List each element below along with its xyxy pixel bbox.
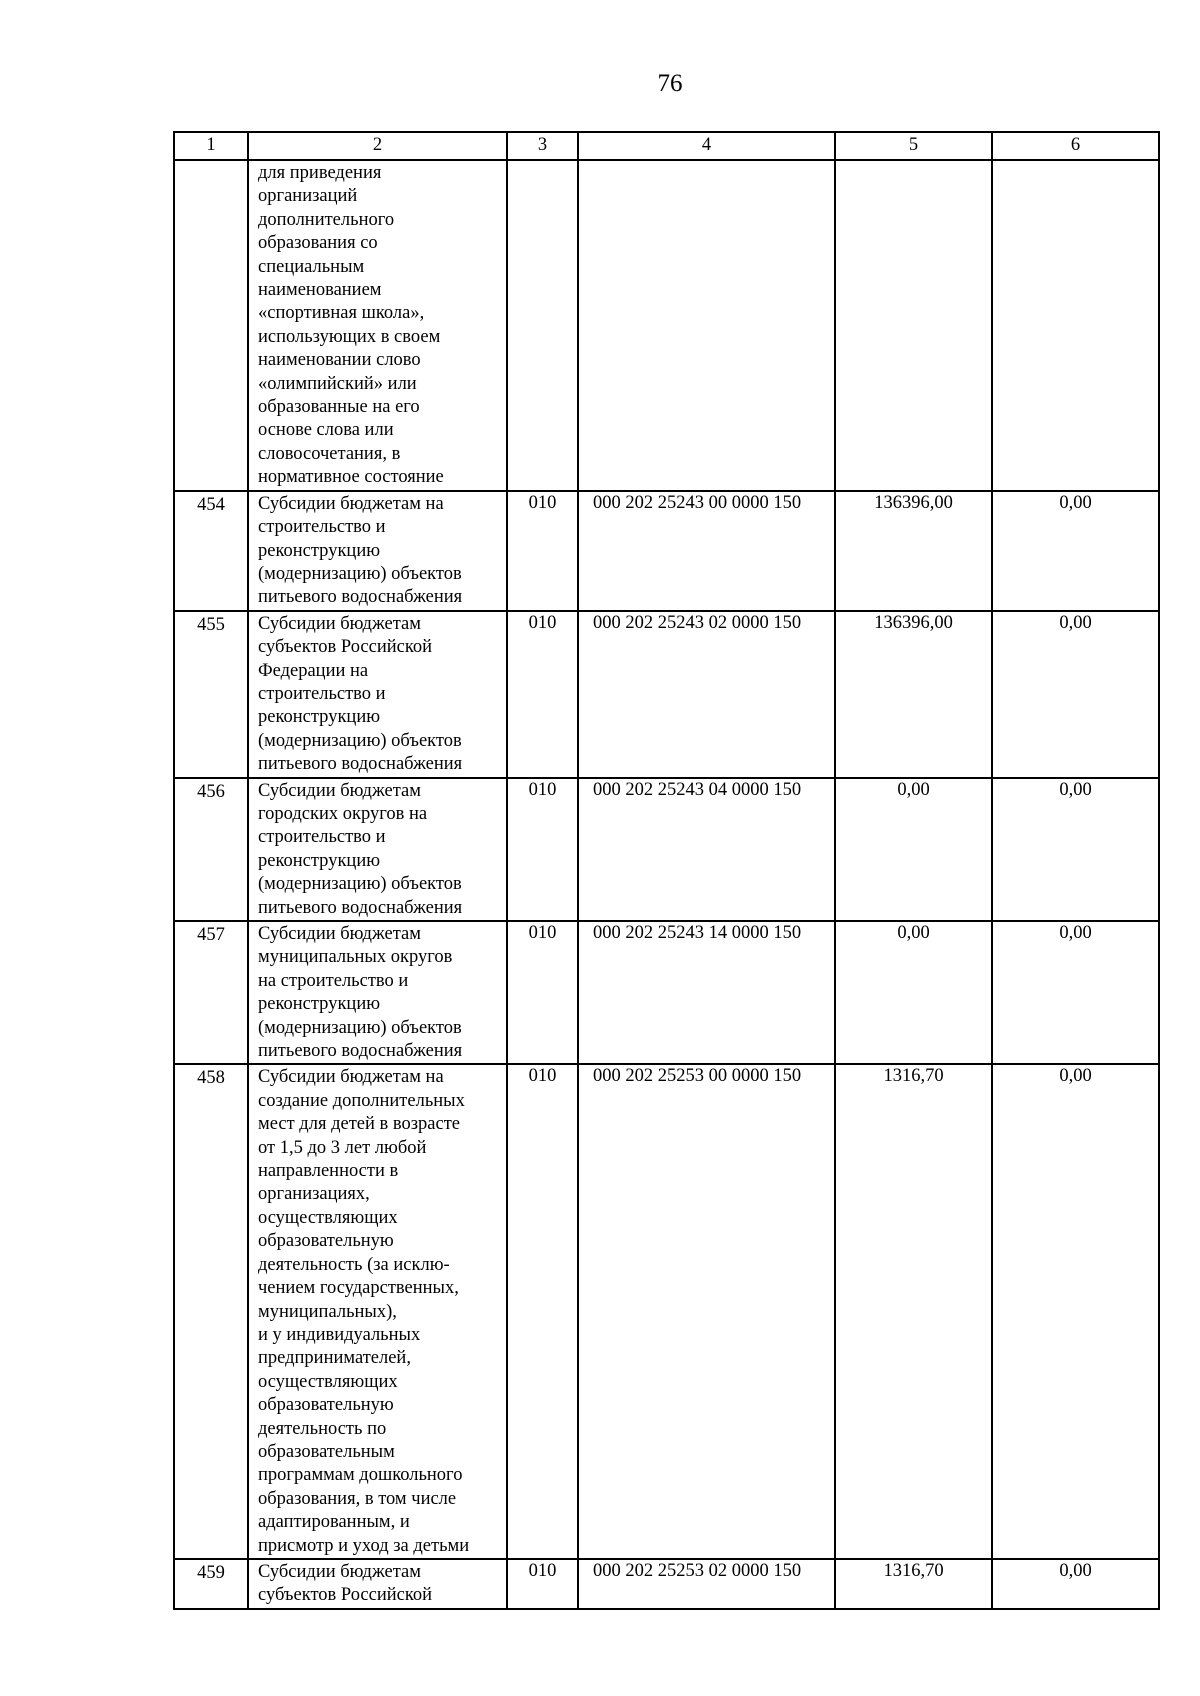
admin-code-cell — [507, 160, 578, 491]
admin-code-cell: 010 — [507, 491, 578, 611]
amount-fact-cell — [992, 160, 1159, 491]
amount-plan-cell — [835, 160, 992, 491]
row-number-cell — [174, 160, 248, 491]
row-number-cell: 458 — [174, 1064, 248, 1559]
table-row — [174, 778, 1159, 921]
column-header: 2 — [248, 132, 507, 160]
table-row — [174, 1559, 1159, 1609]
description-cell: Субсидии бюджетам субъектов Российской Федерации на строительство и реконструкцию (модернизацию) объектов питьевого водоснабжения — [248, 611, 507, 778]
table-row — [174, 611, 1159, 778]
admin-code-cell: 010 — [507, 611, 578, 778]
budget-table — [173, 131, 1160, 1610]
column-header: 4 — [578, 132, 835, 160]
table-row — [174, 1064, 1159, 1559]
column-header: 5 — [835, 132, 992, 160]
row-number-cell: 455 — [174, 611, 248, 778]
table-header-row — [174, 132, 1159, 160]
amount-fact-cell: 0,00 — [992, 491, 1159, 611]
budget-code-cell: 000 202 25253 02 0000 150 — [578, 1559, 835, 1609]
budget-code-cell: 000 202 25243 00 0000 150 — [578, 491, 835, 611]
budget-code-cell: 000 202 25253 00 0000 150 — [578, 1064, 835, 1559]
admin-code-cell: 010 — [507, 1559, 578, 1609]
column-header: 1 — [174, 132, 248, 160]
table-body — [174, 160, 1159, 1609]
table-row — [174, 160, 1159, 491]
description-cell: Субсидии бюджетам на строительство и реконструкцию (модернизацию) объектов питьевого водоснабжения — [248, 491, 507, 611]
amount-plan-cell: 1316,70 — [835, 1064, 992, 1559]
amount-fact-cell: 0,00 — [992, 1064, 1159, 1559]
budget-code-cell: 000 202 25243 14 0000 150 — [578, 921, 835, 1064]
page-number: 76 — [657, 70, 683, 97]
admin-code-cell: 010 — [507, 778, 578, 921]
amount-fact-cell: 0,00 — [992, 778, 1159, 921]
amount-fact-cell: 0,00 — [992, 1559, 1159, 1609]
row-number-cell: 456 — [174, 778, 248, 921]
amount-plan-cell: 1316,70 — [835, 1559, 992, 1609]
description-cell: Субсидии бюджетам субъектов Российской — [248, 1559, 507, 1609]
amount-plan-cell: 136396,00 — [835, 491, 992, 611]
amount-plan-cell: 136396,00 — [835, 611, 992, 778]
description-cell: Субсидии бюджетам городских округов на строительство и реконструкцию (модернизацию) объектов питьевого водоснабжения — [248, 778, 507, 921]
description-cell: Субсидии бюджетам на создание дополнительных мест для детей в возрасте от 1,5 до 3 лет любой направленности в организациях, осуществляющих образовательную деятельность (за исклю- чением государственных, муниципальных), и у индивидуальных предпринимателей, осуществляющих образовательную деятельность по образовательным программам дошкольного образования, в том числе адаптированным, и присмотр и уход за детьми — [248, 1064, 507, 1559]
budget-code-cell — [578, 160, 835, 491]
row-number-cell: 457 — [174, 921, 248, 1064]
amount-plan-cell: 0,00 — [835, 921, 992, 1064]
amount-plan-cell: 0,00 — [835, 778, 992, 921]
column-header: 6 — [992, 132, 1159, 160]
amount-fact-cell: 0,00 — [992, 611, 1159, 778]
column-header: 3 — [507, 132, 578, 160]
table-row — [174, 491, 1159, 611]
row-number-cell: 459 — [174, 1559, 248, 1609]
row-number-cell: 454 — [174, 491, 248, 611]
budget-code-cell: 000 202 25243 04 0000 150 — [578, 778, 835, 921]
description-cell: для приведения организаций дополнительного образования со специальным наименованием «спортивная школа», использующих в своем наименовании слово «олимпийский» или образованные на его основе слова или словосочетания, в нормативное состояние — [248, 160, 507, 491]
description-cell: Субсидии бюджетам муниципальных округов на строительство и реконструкцию (модернизацию) объектов питьевого водоснабжения — [248, 921, 507, 1064]
table-row — [174, 921, 1159, 1064]
amount-fact-cell: 0,00 — [992, 921, 1159, 1064]
admin-code-cell: 010 — [507, 921, 578, 1064]
budget-code-cell: 000 202 25243 02 0000 150 — [578, 611, 835, 778]
admin-code-cell: 010 — [507, 1064, 578, 1559]
